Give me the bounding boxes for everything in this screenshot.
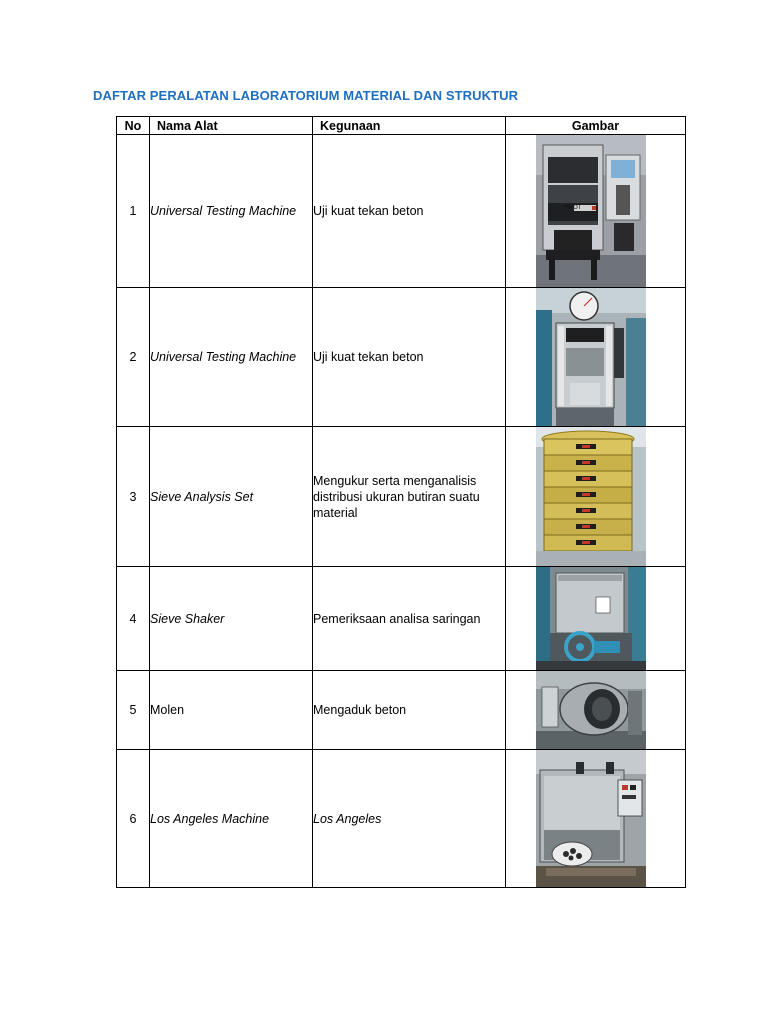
sieve-analysis-set-photo	[536, 427, 646, 566]
header-image: Gambar	[506, 117, 686, 135]
universal-testing-machine-photo	[536, 135, 646, 287]
image-cell	[506, 567, 686, 671]
sieve-shaker-photo	[536, 567, 646, 670]
document-title: DAFTAR PERALATAN LABORATORIUM MATERIAL DAN STRUKTUR	[93, 88, 519, 103]
row-number: 3	[117, 427, 150, 567]
equipment-use: Mengukur serta menganalisis distribusi ukuran butiran suatu material	[313, 427, 506, 567]
image-cell	[506, 135, 686, 288]
image-cell	[506, 427, 686, 567]
row-number: 6	[117, 750, 150, 888]
table-row	[117, 750, 686, 888]
header-use: Kegunaan	[313, 117, 506, 135]
header-no: No	[117, 117, 150, 135]
table-row	[117, 288, 686, 427]
image-cell	[506, 288, 686, 427]
equipment-use: Los Angeles	[313, 750, 506, 888]
row-number: 1	[117, 135, 150, 288]
equipment-name: Universal Testing Machine	[150, 288, 313, 427]
equipment-name: Molen	[150, 671, 313, 750]
equipment-name: Los Angeles Machine	[150, 750, 313, 888]
table-header-row	[117, 117, 686, 135]
equipment-table	[116, 116, 686, 888]
table-row	[117, 427, 686, 567]
table-row	[117, 671, 686, 750]
equipment-name: Sieve Analysis Set	[150, 427, 313, 567]
table-row	[117, 135, 686, 288]
header-name: Nama Alat	[150, 117, 313, 135]
table-row	[117, 567, 686, 671]
image-cell	[506, 750, 686, 888]
row-number: 2	[117, 288, 150, 427]
row-number: 5	[117, 671, 150, 750]
equipment-use: Uji kuat tekan beton	[313, 288, 506, 427]
universal-testing-machine-photo	[536, 288, 646, 426]
equipment-use: Mengaduk beton	[313, 671, 506, 750]
concrete-mixer-photo	[536, 671, 646, 749]
equipment-name: Universal Testing Machine	[150, 135, 313, 288]
los-angeles-machine-photo	[536, 750, 646, 887]
equipment-use: Pemeriksaan analisa saringan	[313, 567, 506, 671]
image-cell	[506, 671, 686, 750]
equipment-use: Uji kuat tekan beton	[313, 135, 506, 288]
equipment-name: Sieve Shaker	[150, 567, 313, 671]
pilot-brand-label: PILOT	[564, 204, 582, 211]
row-number: 4	[117, 567, 150, 671]
